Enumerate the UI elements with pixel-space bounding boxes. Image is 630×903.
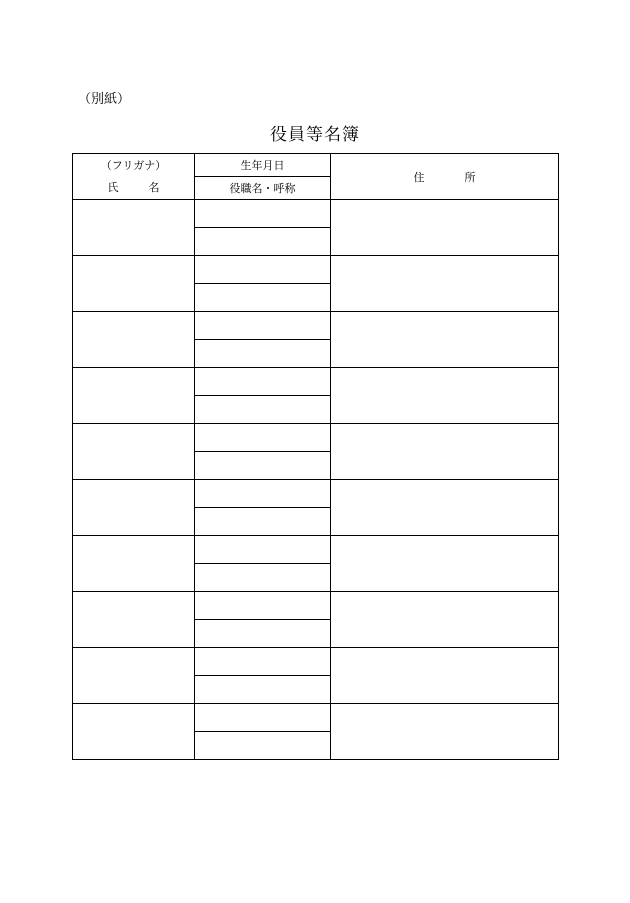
birthdate-cell[interactable] (195, 256, 331, 284)
birthdate-cell[interactable] (195, 200, 331, 228)
name-cell[interactable] (73, 368, 195, 424)
name-cell[interactable] (73, 256, 195, 312)
address-cell[interactable] (331, 256, 559, 312)
name-cell[interactable] (73, 648, 195, 704)
name-cell[interactable] (73, 592, 195, 648)
address-cell[interactable] (331, 480, 559, 536)
birthdate-cell[interactable] (195, 648, 331, 676)
name-cell[interactable] (73, 312, 195, 368)
position-cell[interactable] (195, 284, 331, 312)
birthdate-cell[interactable] (195, 592, 331, 620)
position-cell[interactable] (195, 676, 331, 704)
address-cell[interactable] (331, 648, 559, 704)
table-row (73, 536, 559, 564)
address-column-header (331, 154, 559, 200)
birthdate-cell[interactable] (195, 480, 331, 508)
birthdate-column-header: 生年月日 (195, 154, 331, 177)
officer-roster-table (72, 153, 559, 760)
table-row (73, 480, 559, 508)
position-cell[interactable] (195, 620, 331, 648)
address-cell[interactable] (331, 424, 559, 480)
table-row (73, 424, 559, 452)
position-cell[interactable] (195, 228, 331, 256)
table-row (73, 256, 559, 284)
page-title: 役員等名簿 (270, 125, 360, 145)
name-label: 氏 名 (107, 180, 160, 194)
name-cell[interactable] (73, 480, 195, 536)
address-cell[interactable] (331, 536, 559, 592)
table-row (73, 200, 559, 228)
position-cell[interactable] (195, 340, 331, 368)
position-cell[interactable] (195, 564, 331, 592)
name-cell[interactable] (73, 424, 195, 480)
position-cell[interactable] (195, 732, 331, 760)
position-column-header: 役職名・呼称 (195, 177, 331, 200)
position-cell[interactable] (195, 396, 331, 424)
address-cell[interactable] (331, 368, 559, 424)
table-row (73, 648, 559, 676)
birthdate-cell[interactable] (195, 312, 331, 340)
address-cell[interactable] (331, 312, 559, 368)
table-row (73, 368, 559, 396)
birthdate-cell[interactable] (195, 424, 331, 452)
address-label: 住 所 (413, 170, 476, 184)
address-cell[interactable] (331, 592, 559, 648)
position-cell[interactable] (195, 452, 331, 480)
birthdate-cell[interactable] (195, 704, 331, 732)
position-cell[interactable] (195, 508, 331, 536)
table-row (73, 704, 559, 732)
name-column-header (73, 154, 195, 200)
birthdate-cell[interactable] (195, 368, 331, 396)
address-cell[interactable] (331, 704, 559, 760)
table-row (73, 592, 559, 620)
attachment-label: （別紙） (78, 92, 131, 107)
furigana-label: （フリガナ） (100, 158, 167, 172)
birthdate-cell[interactable] (195, 536, 331, 564)
table-row (73, 312, 559, 340)
name-cell[interactable] (73, 704, 195, 760)
header-row (73, 154, 559, 177)
address-cell[interactable] (331, 200, 559, 256)
name-cell[interactable] (73, 536, 195, 592)
name-cell[interactable] (73, 200, 195, 256)
